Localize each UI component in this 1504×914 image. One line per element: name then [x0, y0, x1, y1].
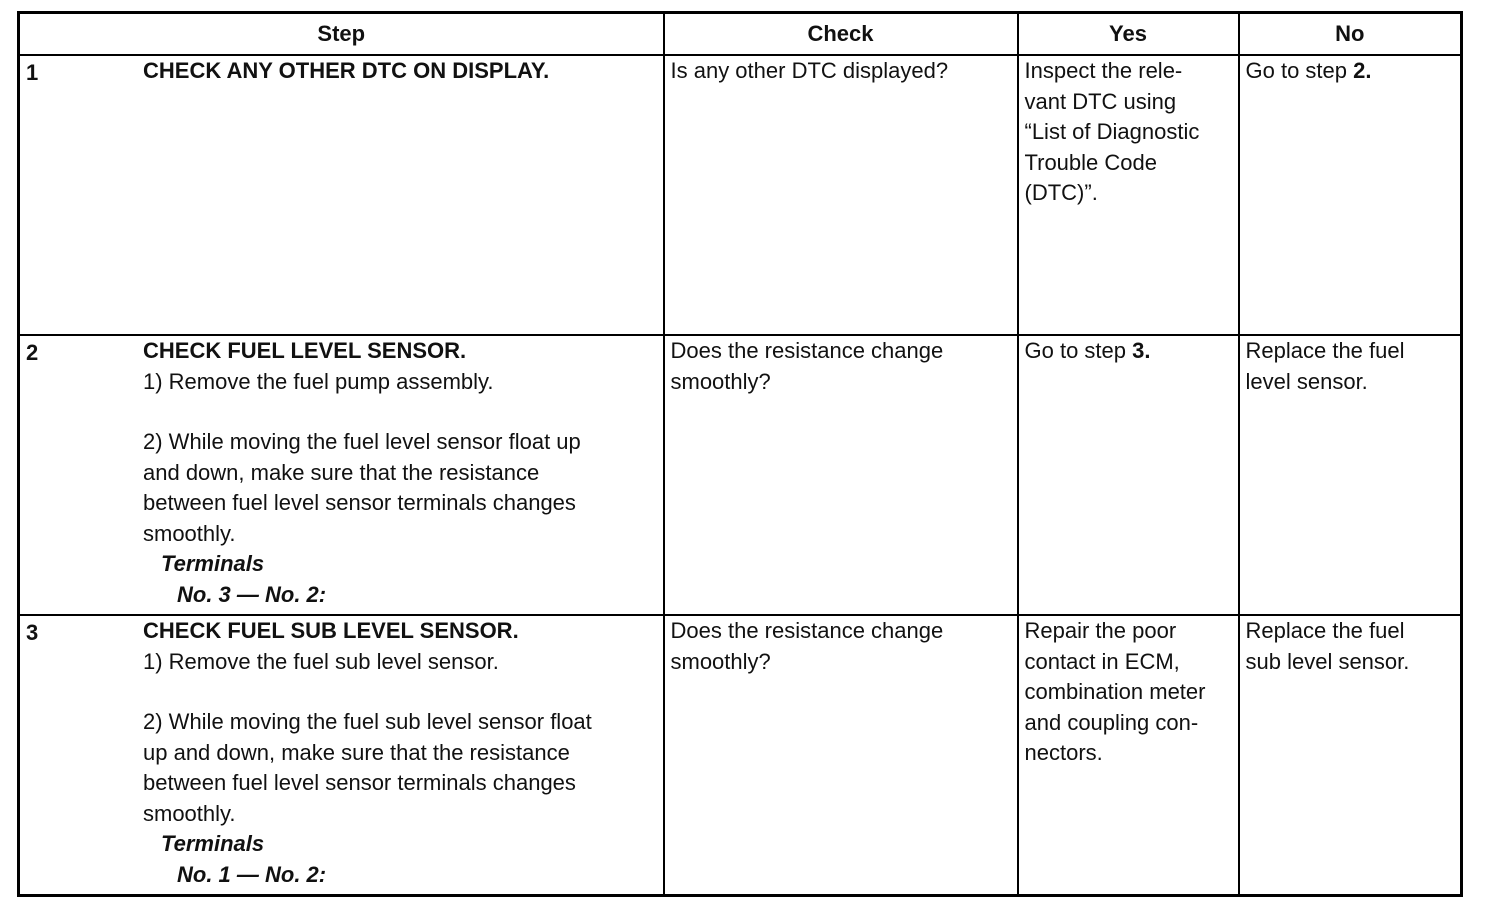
yes-line: Repair the poor [1024, 618, 1177, 643]
table-row [19, 55, 1462, 335]
yes-step-ref: 3. [1132, 338, 1151, 363]
terminals-value: No. 1 — No. 2: [177, 861, 327, 887]
yes-cell [1018, 615, 1239, 896]
terminals-label: Terminals [161, 551, 265, 576]
yes-line: Inspect the rele- [1024, 58, 1183, 83]
step-sub-2-line: and down, make sure that the resistance [143, 459, 540, 485]
check-line: smoothly? [670, 648, 771, 674]
no-line: level sensor. [1245, 368, 1368, 394]
step-sub-2-line: up and down, make sure that the resistance [143, 739, 570, 765]
yes-line: and coupling con- [1024, 709, 1199, 735]
header-step: Step [19, 13, 664, 56]
yes-cell [1018, 335, 1239, 615]
yes-line: (DTC)”. [1024, 180, 1098, 205]
step-sub-2-line: between fuel level sensor terminals changes [143, 490, 576, 515]
step-cell [19, 55, 664, 335]
step-sub-2-line: 2) While moving the fuel level sensor float up [143, 429, 581, 454]
step-sub-1: 1) Remove the fuel pump assembly. [143, 368, 494, 394]
no-cell [1239, 615, 1462, 896]
yes-line: vant DTC using [1024, 88, 1177, 114]
step-sub-2-line: 2) While moving the fuel sub level sensor float [143, 709, 592, 734]
header-row [19, 13, 1462, 56]
step-cell [19, 615, 664, 896]
terminals-label: Terminals [161, 831, 265, 856]
no-cell [1239, 55, 1462, 335]
step-number: 1 [26, 60, 39, 85]
step-heading: CHECK ANY OTHER DTC ON DISPLAY. [143, 58, 550, 83]
step-sub-2-line: between fuel level sensor terminals changes [143, 770, 576, 795]
header-check: Check [664, 13, 1018, 56]
table-row [19, 335, 1462, 615]
check-text: Is any other DTC displayed? [670, 58, 949, 83]
step-number: 3 [26, 620, 39, 645]
diagnostic-table [17, 11, 1463, 897]
step-heading: CHECK FUEL SUB LEVEL SENSOR. [143, 618, 519, 643]
yes-line: contact in ECM, [1024, 648, 1180, 674]
yes-text: Go to step [1024, 338, 1133, 363]
check-cell [664, 615, 1018, 896]
check-cell [664, 335, 1018, 615]
table-row [19, 615, 1462, 896]
check-line: smoothly? [670, 368, 771, 394]
step-sub-1: 1) Remove the fuel sub level sensor. [143, 648, 499, 674]
no-text: Go to step [1245, 58, 1354, 83]
terminals-value: No. 3 — No. 2: [177, 581, 327, 607]
step-sub-2-line: smoothly. [143, 520, 236, 546]
step-number: 2 [26, 340, 39, 365]
check-line: Does the resistance change [670, 338, 944, 363]
step-cell [19, 335, 664, 615]
no-line: sub level sensor. [1245, 648, 1410, 674]
header-no: No [1239, 13, 1462, 56]
no-cell [1239, 335, 1462, 615]
no-line: Replace the fuel [1245, 618, 1405, 643]
check-cell [664, 55, 1018, 335]
yes-line: combination meter [1024, 679, 1206, 704]
step-sub-2-line: smoothly. [143, 800, 236, 826]
header-yes: Yes [1018, 13, 1239, 56]
step-heading: CHECK FUEL LEVEL SENSOR. [143, 338, 467, 363]
no-step-ref: 2. [1353, 58, 1372, 83]
check-line: Does the resistance change [670, 618, 944, 643]
yes-cell [1018, 55, 1239, 335]
yes-line: “List of Diagnostic [1024, 119, 1200, 144]
no-line: Replace the fuel [1245, 338, 1405, 363]
yes-line: Trouble Code [1024, 149, 1157, 175]
yes-line: nectors. [1024, 740, 1103, 765]
